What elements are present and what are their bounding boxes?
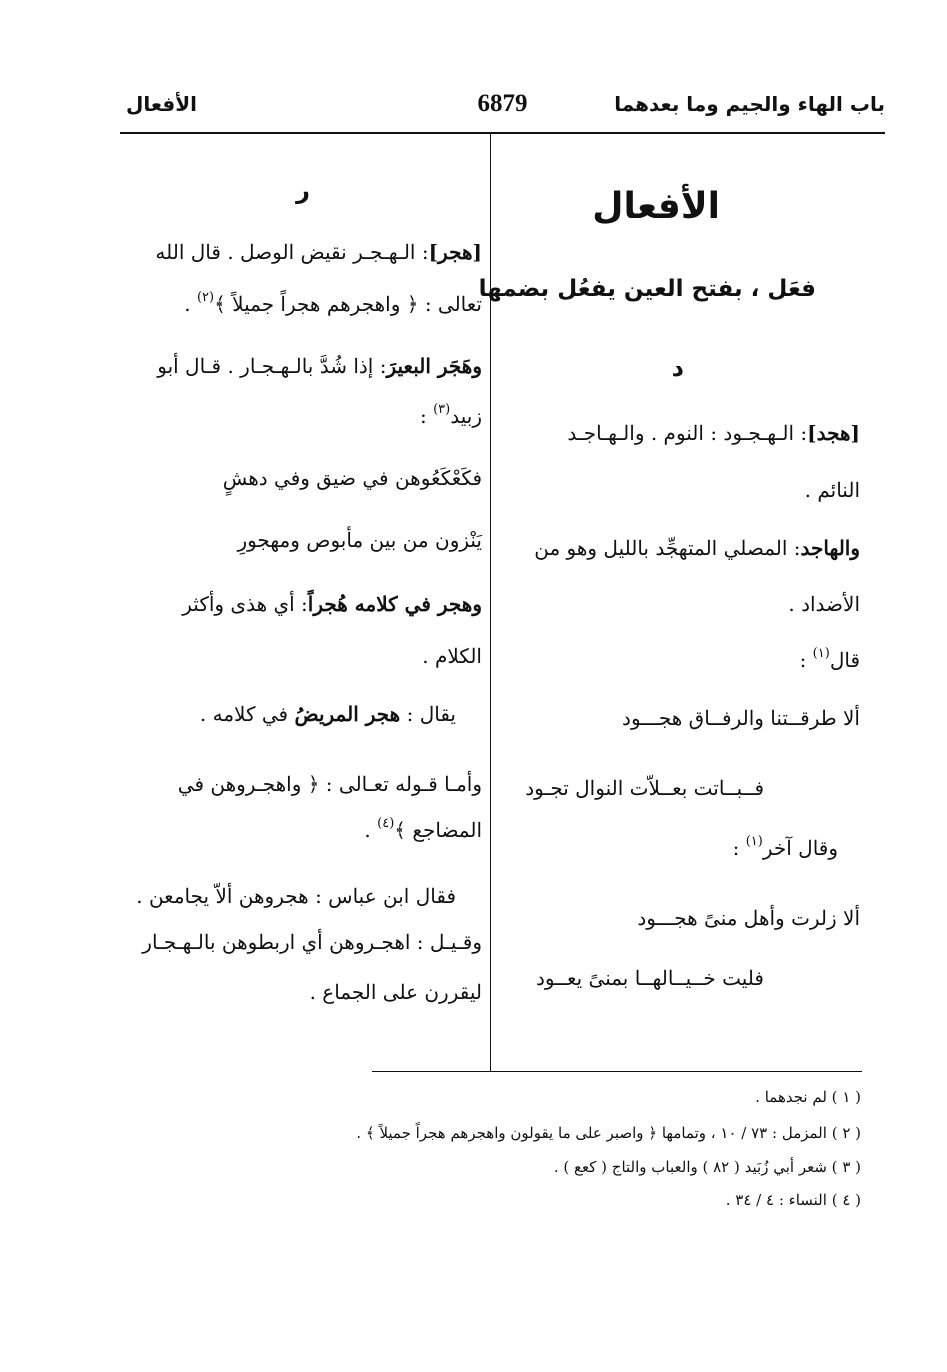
entry-hajara-line2 <box>420 402 482 428</box>
entry-marid <box>200 702 456 726</box>
entry-qila-line1: وقـيـل : اهجـروهن أي اربطوهن بالـهـجـار <box>142 930 482 954</box>
footnote-ref: (١) <box>812 646 830 661</box>
chapter-title: باب الهاء والجيم وما بعدهما <box>614 92 885 116</box>
entry-text: تعالى : ﴿ واهجرهم هجراً جميلاً ﴾ <box>214 292 482 316</box>
entry-key: [هجر] <box>428 240 482 264</box>
entry-hujr-line2: الكلام . <box>422 644 482 668</box>
quote-intro-2 <box>733 834 838 860</box>
footnote-2: ( ٢ ) المزمل : ٧٣ / ١٠ ، وتمامها ﴿ واصبر على ما يقولون واهجرهم هجراً جميلاً ﴾ . <box>356 1124 861 1142</box>
subheading: فعَل ، بفتح العين يفعُل بضمها <box>478 276 816 302</box>
verse-line: فكَعْكَعُوهن في ضيق وفي دهشٍ <box>222 466 482 490</box>
footnote-ref: (٣) <box>433 402 451 417</box>
entry-hajr-line2 <box>184 290 482 316</box>
entry-text: : أي هذى وأكثر <box>182 592 308 616</box>
entry-hajd-line1 <box>567 421 860 445</box>
period: . <box>364 818 371 842</box>
period: . <box>184 292 191 316</box>
entry-hajid-line1 <box>534 536 860 560</box>
section-heading: الأفعال <box>592 186 720 227</box>
entry-text: : إذا شُدَّ بالـهـجـار . قـال أبو <box>157 354 387 378</box>
entry-text: المضاجع ﴾ <box>394 818 482 842</box>
entry-text: زبيد <box>450 404 482 428</box>
footnote-ref: (٢) <box>196 290 215 305</box>
entry-text: يقال : <box>400 702 456 726</box>
page-number: 6879 <box>477 90 528 117</box>
footnote-4: ( ٤ ) النساء : ٤ / ٣٤ . <box>725 1191 861 1209</box>
verse-line: يَنْزون من بين مأبوص ومهجورِ <box>237 528 482 552</box>
entry-ibn-abbas: فقال ابن عباس : هجروهن ألاّ يجامعن . <box>136 884 456 908</box>
letter-heading: ر <box>296 176 310 204</box>
entry-hajid-line2: الأضداد . <box>788 592 860 616</box>
verse-line: فــبــاتت بعــلاّت النوال تجـود <box>525 776 764 800</box>
entry-key: والهاجد <box>800 536 860 560</box>
footnote-ref: (١) <box>745 834 763 849</box>
footnote-ref: (٤) <box>377 816 395 831</box>
entry-hajd-line2: النائم . <box>804 478 860 502</box>
entry-text: : الـهـجـر نقيض الوصل . قال الله <box>155 240 429 264</box>
quote-intro-text: وقال آخر <box>762 836 838 860</box>
letter-heading: د <box>671 354 684 382</box>
colon: : <box>732 836 740 860</box>
left-column <box>126 134 482 1072</box>
entry-quran-line2 <box>364 816 482 842</box>
footnote-3: ( ٣ ) شعر أبي زُبَيد ( ٨٢ ) والعباب والتاج ( كعع ) . <box>553 1158 861 1176</box>
quote-intro-text: قال <box>829 648 860 672</box>
verse-line: فليت خــيــالهــا بمنىً يعــود <box>536 966 764 990</box>
entry-key: وهَجَر البعيرَ <box>386 354 482 378</box>
right-column <box>478 134 860 1072</box>
entry-key: [هجد] <box>807 421 860 445</box>
running-header <box>120 88 885 128</box>
colon: : <box>419 404 427 428</box>
verse-line: ألا زلرت وأهل منىً هجـــود <box>637 906 860 930</box>
entry-quran-line1: وأمـا قـوله تعـالى : ﴿ واهجـروهن في <box>177 772 482 796</box>
entry-key: وهجر في كلامه هُجراً <box>307 592 482 616</box>
entry-text: في كلامه . <box>199 702 295 726</box>
section-title: الأفعال <box>126 92 197 116</box>
verse-line: ألا طرقــتنا والرفــاق هجـــود <box>622 706 860 730</box>
entry-text: : المصلي المتهجِّد بالليل وهو من <box>534 536 801 560</box>
entry-key: هجر المريضُ <box>294 702 401 726</box>
entry-qila-line2: ليقررن على الجماع . <box>309 980 482 1004</box>
footnote-rule <box>372 1071 862 1072</box>
entry-hajr-line1 <box>155 240 482 264</box>
quote-intro-1 <box>800 646 860 672</box>
entry-hajara-line1 <box>157 354 482 378</box>
entry-hujr-line1 <box>182 592 482 616</box>
colon: : <box>799 648 807 672</box>
footnote-1: ( ١ ) لم نجدهما . <box>755 1088 861 1106</box>
column-divider <box>490 134 491 1072</box>
entry-text: : الـهـجـود : النوم . والـهـاجـد <box>567 421 808 445</box>
